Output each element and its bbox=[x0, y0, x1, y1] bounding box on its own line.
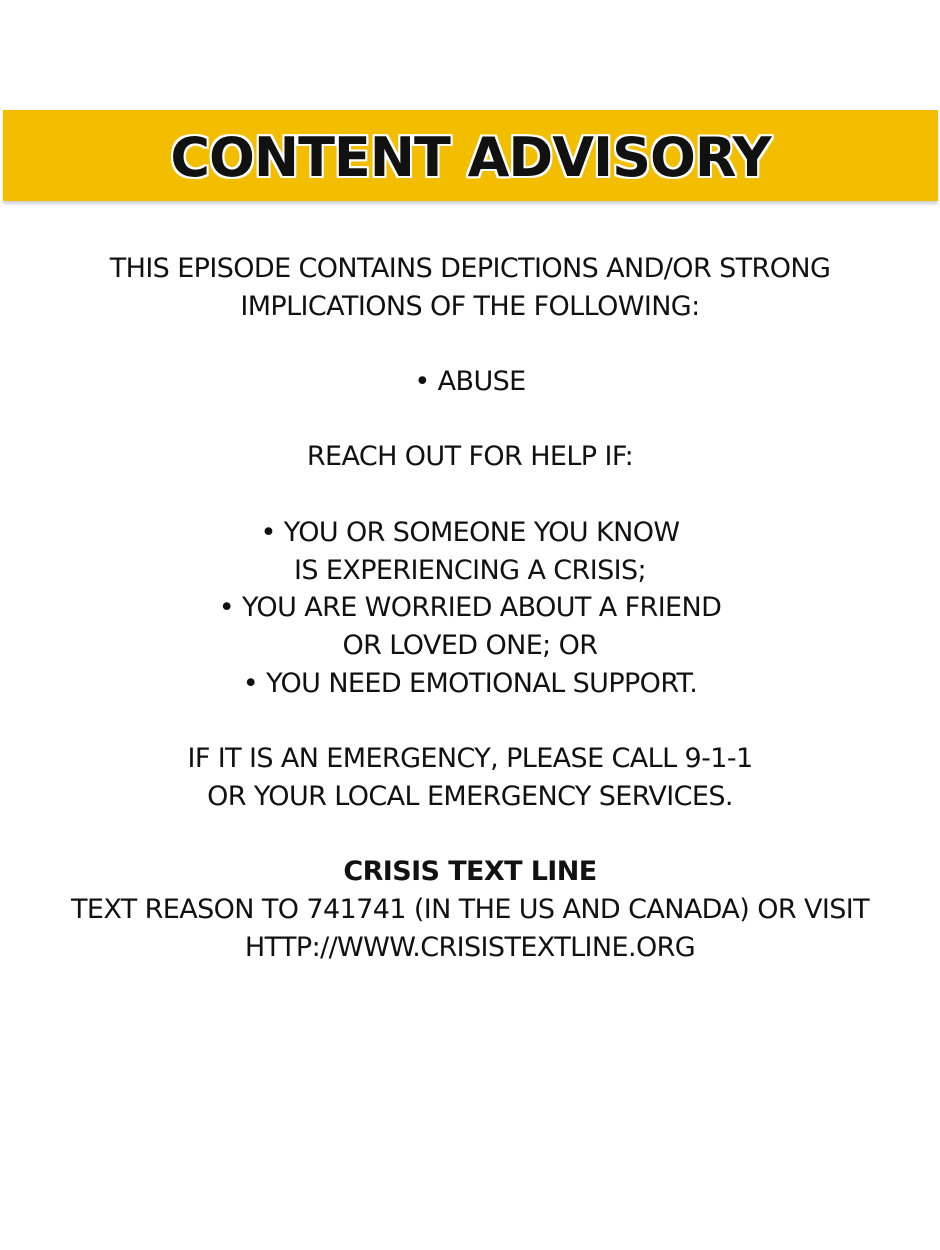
help-heading: REACH OUT FOR HELP IF: bbox=[306, 441, 634, 473]
emergency-line-2: OR YOUR LOCAL EMERGENCY SERVICES. bbox=[207, 780, 733, 812]
warning-item: • ABUSE bbox=[414, 366, 526, 398]
help-item: • YOU NEED EMOTIONAL SUPPORT. bbox=[242, 667, 698, 699]
intro-line-1: THIS EPISODE CONTAINS DEPICTIONS AND/OR STRONG bbox=[109, 253, 831, 284]
spacer bbox=[0, 815, 940, 853]
crisis-line-url: HTTP://WWW.CRISISTEXTLINE.ORG bbox=[244, 931, 696, 963]
page-title: CONTENT ADVISORY bbox=[170, 126, 771, 189]
help-item: IS EXPERIENCING A CRISIS; bbox=[293, 554, 647, 586]
advisory-body bbox=[0, 250, 940, 966]
help-item: • YOU ARE WORRIED ABOUT A FRIEND bbox=[218, 592, 722, 624]
spacer bbox=[0, 401, 940, 439]
spacer bbox=[0, 702, 940, 740]
help-item: • YOU OR SOMEONE YOU KNOW bbox=[260, 516, 680, 548]
spacer bbox=[0, 476, 940, 514]
help-item: OR LOVED ONE; OR bbox=[342, 629, 598, 661]
crisis-line-instructions: TEXT REASON TO 741741 (IN THE US AND CANADA) OR VISIT bbox=[70, 893, 870, 925]
spacer bbox=[0, 325, 940, 363]
advisory-banner bbox=[3, 110, 938, 201]
intro-line-2: IMPLICATIONS OF THE FOLLOWING: bbox=[240, 290, 700, 322]
emergency-line-1: IF IT IS AN EMERGENCY, PLEASE CALL 9-1-1 bbox=[187, 743, 753, 775]
crisis-line-name: CRISIS TEXT LINE bbox=[343, 856, 597, 888]
